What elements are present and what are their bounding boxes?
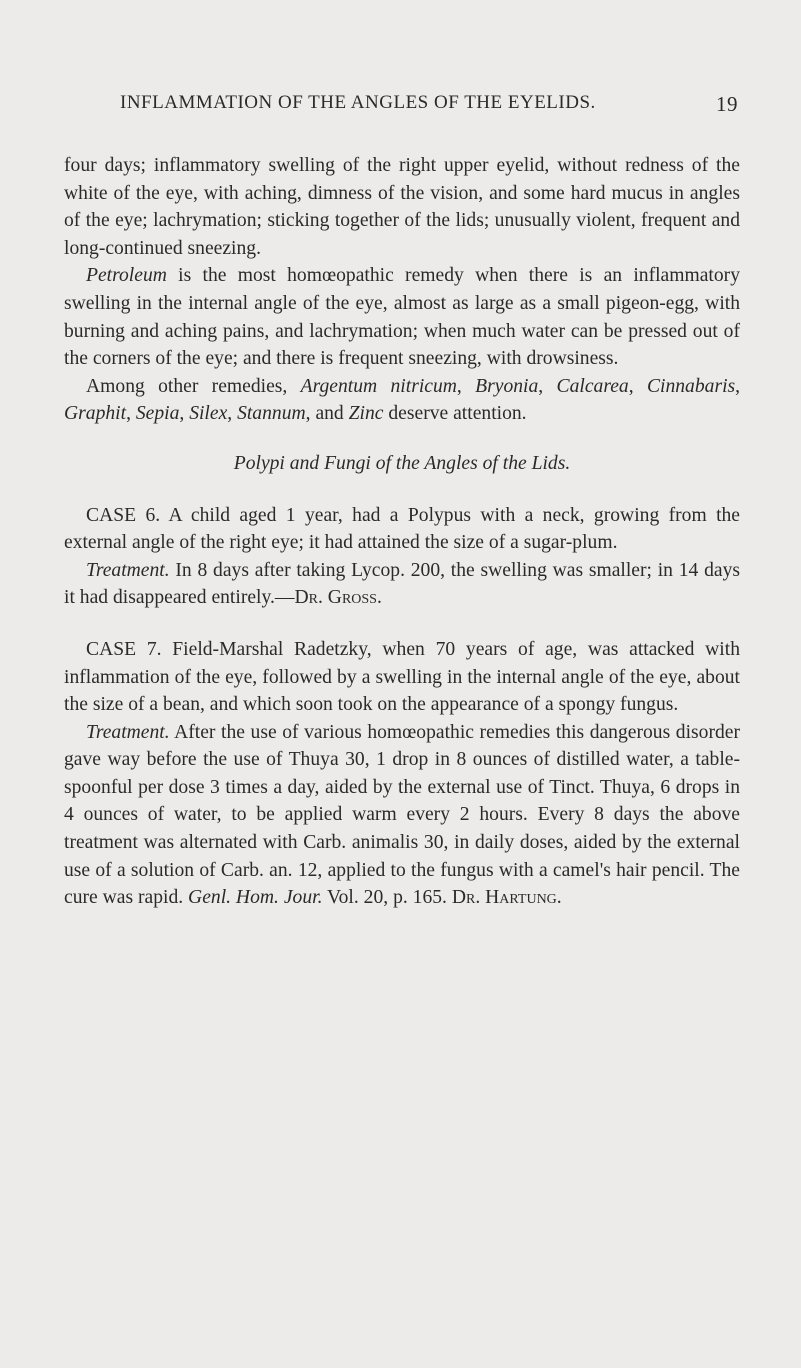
remedy-name: Stannum [237,403,306,425]
volume-citation: Vol. 20, p. 165. [322,887,452,909]
remedy-name: Sepia [135,403,180,425]
treatment-label: Treatment. [86,559,170,581]
author-name: Dr. Hartung. [451,887,562,909]
paragraph-petroleum [64,262,740,372]
separator: , [735,375,741,397]
separator: , [227,403,238,425]
remedy-name: Petroleum [86,265,167,287]
paragraph-other-remedies [64,373,740,428]
treatment-text: In 8 days after taking Lycop. 200, the swelling was smaller; in 14 days it had disappeared entirely.— [64,559,740,609]
separator: , and [305,403,349,425]
case-6-description: CASE 6. A child aged 1 year, had a Polypus with a neck, growing from the external angle of the right eye; it had attained the size of a sugar-plum. [64,504,740,554]
remedy-name: Zinc [348,403,384,425]
author-name: Dr. Gross. [294,587,382,609]
case-6-treatment [64,557,740,612]
remedy-name: Calcarea [556,375,629,397]
paragraph-continuation: four days; inflammatory swelling of the right upper eyelid, without redness of the white of the eye, with aching, dimness of the vision, and some hard mucus in angles of the eye; lachrymation; sticking together of the lids; unusually violent, frequent and long-continued sneezing. [64,155,740,259]
section-subheading: Polypi and Fungi of the Angles of the Lids. [233,452,571,474]
separator: , [179,403,190,425]
separator: , [538,375,557,397]
page-body [64,152,740,912]
remedy-name: Bryonia [475,375,539,397]
paragraph-text: Among other remedies, [86,375,301,397]
remedy-name: Silex [189,403,228,425]
case-7-treatment [64,719,740,912]
remedy-name: Graphit [64,403,127,425]
treatment-text: After the use of various homœopathic remedies this dangerous disorder gave way before the use of Thuya 30, 1 drop in 8 ounces of distilled water, a table-spoonful per dose 3 times a day, aided by the external use of Tinct. Thuya, 6 drops in 4 ounces of water, to be applied warm every 2 hours. Every 8 days the above treatment was alternated with Carb. animalis 30, in daily doses, aided by the external use of a solution of Carb. an. 12, applied to the fungus with a camel's hair pencil. The cure was rapid. [64,721,740,909]
remedy-name: Cinnabaris [646,375,736,397]
treatment-label: Treatment. [86,721,170,743]
paragraph-text: is the most homœopathic remedy when there is an inflammatory swelling in the internal angle of the eye, almost as large as a small pigeon-egg, with burning and aching pains, and lachrymation; when much water can be pressed out of the corners of the eye; and there is frequent sneezing, with drowsiness. [64,265,740,370]
running-header [120,92,740,114]
page-number: 19 [716,92,738,116]
remedy-name: Argentum nitricum [300,375,457,397]
separator: , [126,403,136,425]
journal-citation: Genl. Hom. Jour. [188,887,323,909]
paragraph-text: deserve attention. [383,403,527,425]
header-title: INFLAMMATION OF THE ANGLES OF THE EYELIDS. [120,92,596,113]
case-7-description: CASE 7. Field-Marshal Radetzky, when 70 years of age, was attacked with inflammation of the eye, followed by a swelling in the internal angle of the eye, about the size of a bean, and which soon took on the appearance of a spongy fungus. [64,638,740,716]
separator: , [456,375,476,397]
separator: , [628,375,647,397]
